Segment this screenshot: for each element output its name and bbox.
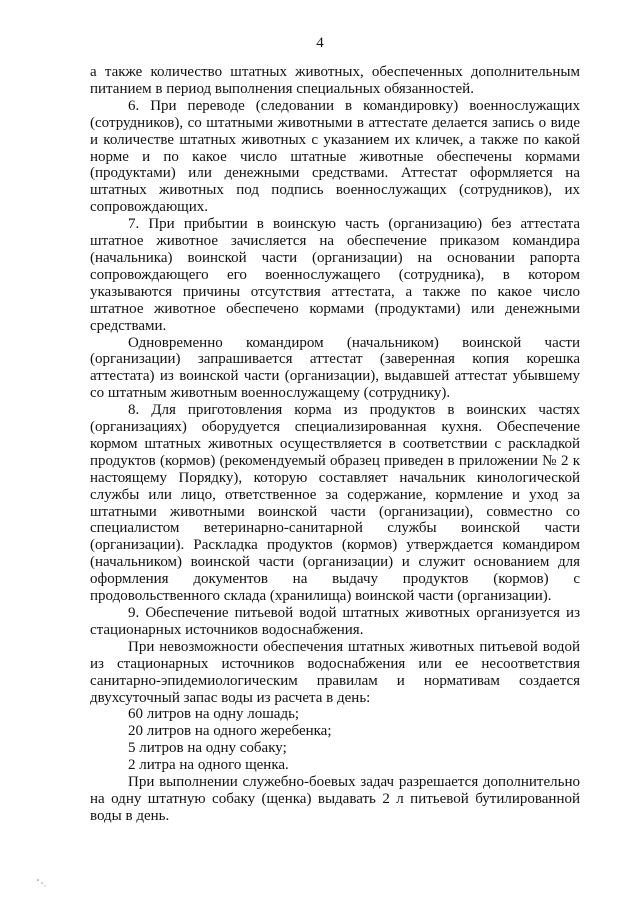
document-body: [90, 64, 580, 825]
paragraph-continuation: а также количество штатных животных, обеспеченных дополнительным питанием в период выполнения специальных обязанностей.: [90, 64, 580, 97]
paragraph-attestat-request: Одновременно командиром (начальником) воинской части (организации) запрашивается аттестат (заверенная копия корешка аттестата) из воинской части (организации), выдавшей аттестат убывшему со штатным животным военнослужащему (сотруднику).: [90, 334, 580, 402]
scan-speck-mark: [36, 878, 48, 888]
list-item-foal: 20 литров на одного жеребенка;: [128, 723, 332, 740]
paragraph-6-transfer-attestat: 6. При переводе (следовании в командировку) военнослужащих (сотрудников), со штатными животными в аттестате делается запись о виде и количестве штатных животных с указанием их кличек, а также по какой норме и по какое число штатные животные обеспечены кормами (продуктами) или денежными средствами. Аттестат оформляется на штатных животных под подпись военнослужащих (сотрудников), их сопровождающих.: [90, 97, 580, 216]
list-item-horse: 60 литров на одну лошадь;: [128, 706, 300, 723]
page-number: 4: [316, 35, 324, 51]
paragraph-8-feed-preparation: 8. Для приготовления корма из продуктов в воинских частях (организациях) оборудуется специализированная кухня. Обеспечение кормом штатных животных осуществляется в соответствии с раскладкой продуктов (кормов) (рекомендуемый образец приведен в приложении № 2 к настоящему Порядку), которую составляет начальник кинологической службы или лицо, ответственное за содержание, кормление и уход за штатными животными воинской части (организации), совместно со специалистом ветеринарно-санитарной службы воинской части (организации). Раскладка продуктов (кормов) утверждается командиром (начальником) воинской части (организации) и служит основанием для оформления документов на выдачу продуктов (кормов) с продовольственного склада (хранилища) воинской части (организации).: [90, 402, 580, 605]
paragraph-7-arrival-without-attestat: 7. При прибытии в воинскую часть (организацию) без аттестата штатное животное зачисляется на обеспечение приказом командира (начальника) воинской части (организации) на основании рапорта сопровождающего его военнослужащего (сотрудника), в котором указываются причины отсутствия аттестата, а также по какое число штатное животное обеспечено кормами (продуктами) или денежными средствами.: [90, 216, 580, 334]
paragraph-9-drinking-water: 9. Обеспечение питьевой водой штатных животных организуется из стационарных источников водоснабжения.: [90, 605, 580, 638]
paragraph-bottled-water: При выполнении служебно-боевых задач разрешается дополнительно на одну штатную собаку (щенка) выдавать 2 л питьевой бутилированной воды в день.: [90, 774, 580, 824]
list-item-dog: 5 литров на одну собаку;: [128, 740, 287, 757]
paragraph-water-reserve: При невозможности обеспечения штатных животных питьевой водой из стационарных источников водоснабжения или ее несоответствия санитарно-эпидемиологическим правилам и нормативам создается двухсуточный запас воды из расчета в день:: [90, 638, 580, 706]
list-item-puppy: 2 литра на одного щенка.: [128, 757, 289, 774]
